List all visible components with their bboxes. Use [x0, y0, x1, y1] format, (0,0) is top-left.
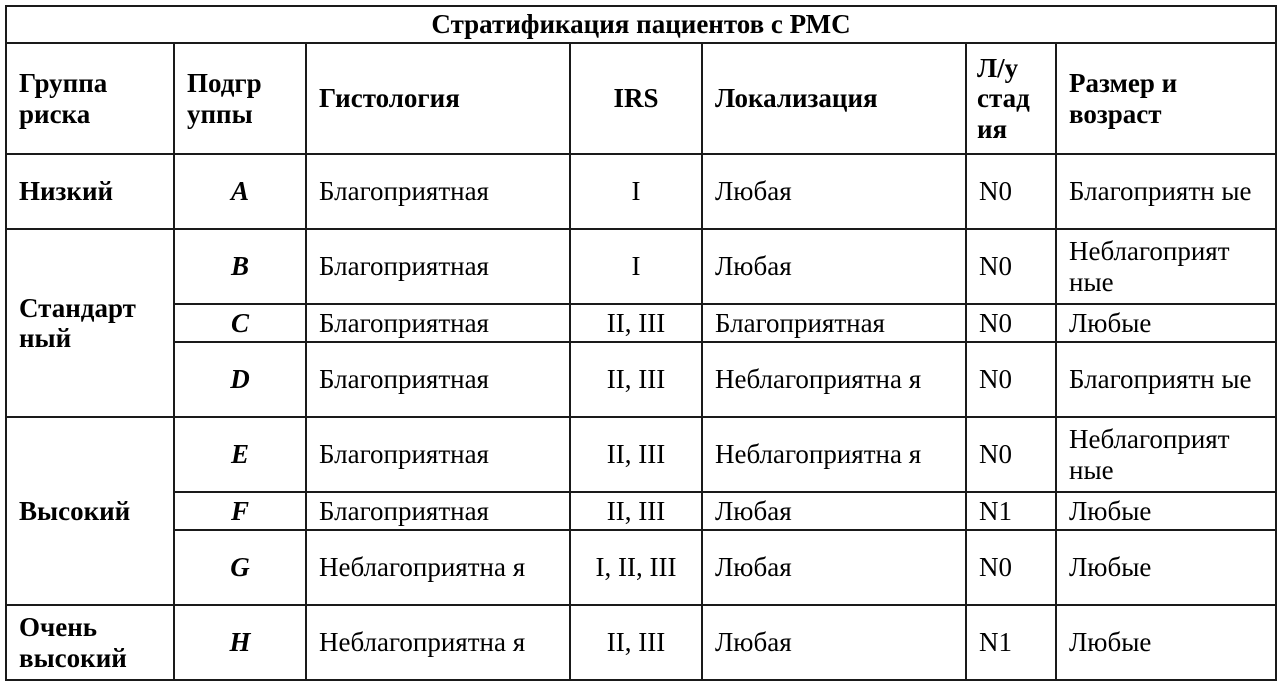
irs-cell: I, II, III	[570, 530, 702, 605]
lymph-stage-cell: N0	[966, 229, 1056, 304]
header-irs: IRS	[570, 43, 702, 154]
table-row	[6, 304, 1276, 342]
histology-cell: Благоприятная	[306, 342, 570, 417]
stratification-table	[5, 5, 1277, 681]
group-very-high: Очень высокий	[6, 605, 174, 680]
histology-cell: Благоприятная	[306, 229, 570, 304]
localization-cell: Любая	[702, 229, 966, 304]
localization-cell: Любая	[702, 154, 966, 229]
size-age-cell: Любые	[1056, 492, 1276, 530]
group-standard: Стандарт ный	[6, 229, 174, 417]
header-size-age: Размер и возраст	[1056, 43, 1276, 154]
group-low: Низкий	[6, 154, 174, 229]
subgroup-cell: D	[174, 342, 306, 417]
histology-cell: Благоприятная	[306, 417, 570, 492]
size-age-cell: Благоприятн ые	[1056, 154, 1276, 229]
irs-cell: II, III	[570, 417, 702, 492]
size-age-cell: Любые	[1056, 530, 1276, 605]
irs-cell: I	[570, 229, 702, 304]
subgroup-cell: F	[174, 492, 306, 530]
size-age-cell: Любые	[1056, 304, 1276, 342]
group-high: Высокий	[6, 417, 174, 605]
header-subgroup: Подгр уппы	[174, 43, 306, 154]
table-row	[6, 530, 1276, 605]
histology-cell: Благоприятная	[306, 154, 570, 229]
table-title: Стратификация пациентов с РМС	[6, 6, 1276, 43]
histology-cell: Неблагоприятна я	[306, 530, 570, 605]
lymph-stage-cell: N0	[966, 304, 1056, 342]
table-row	[6, 229, 1276, 304]
header-group: Группа риска	[6, 43, 174, 154]
histology-cell: Благоприятная	[306, 492, 570, 530]
table-row	[6, 492, 1276, 530]
localization-cell: Неблагоприятна я	[702, 417, 966, 492]
irs-cell: II, III	[570, 304, 702, 342]
histology-cell: Благоприятная	[306, 304, 570, 342]
header-localization: Локализация	[702, 43, 966, 154]
subgroup-cell: A	[174, 154, 306, 229]
lymph-stage-cell: N1	[966, 492, 1056, 530]
header-row	[6, 43, 1276, 154]
irs-cell: II, III	[570, 492, 702, 530]
irs-cell: II, III	[570, 605, 702, 680]
header-histology: Гистология	[306, 43, 570, 154]
header-lymph-stage: Л/у стад ия	[966, 43, 1056, 154]
irs-cell: II, III	[570, 342, 702, 417]
lymph-stage-cell: N1	[966, 605, 1056, 680]
subgroup-cell: E	[174, 417, 306, 492]
localization-cell: Любая	[702, 492, 966, 530]
irs-cell: I	[570, 154, 702, 229]
table-row	[6, 342, 1276, 417]
size-age-cell: Любые	[1056, 605, 1276, 680]
localization-cell: Любая	[702, 605, 966, 680]
histology-cell: Неблагоприятна я	[306, 605, 570, 680]
lymph-stage-cell: N0	[966, 530, 1056, 605]
table-row	[6, 154, 1276, 229]
lymph-stage-cell: N0	[966, 417, 1056, 492]
localization-cell: Любая	[702, 530, 966, 605]
lymph-stage-cell: N0	[966, 154, 1056, 229]
table-row	[6, 605, 1276, 680]
subgroup-cell: C	[174, 304, 306, 342]
size-age-cell: Неблагоприят ные	[1056, 417, 1276, 492]
subgroup-cell: H	[174, 605, 306, 680]
subgroup-cell: G	[174, 530, 306, 605]
subgroup-cell: B	[174, 229, 306, 304]
size-age-cell: Неблагоприят ные	[1056, 229, 1276, 304]
localization-cell: Благоприятная	[702, 304, 966, 342]
localization-cell: Неблагоприятна я	[702, 342, 966, 417]
table-row	[6, 417, 1276, 492]
size-age-cell: Благоприятн ые	[1056, 342, 1276, 417]
lymph-stage-cell: N0	[966, 342, 1056, 417]
